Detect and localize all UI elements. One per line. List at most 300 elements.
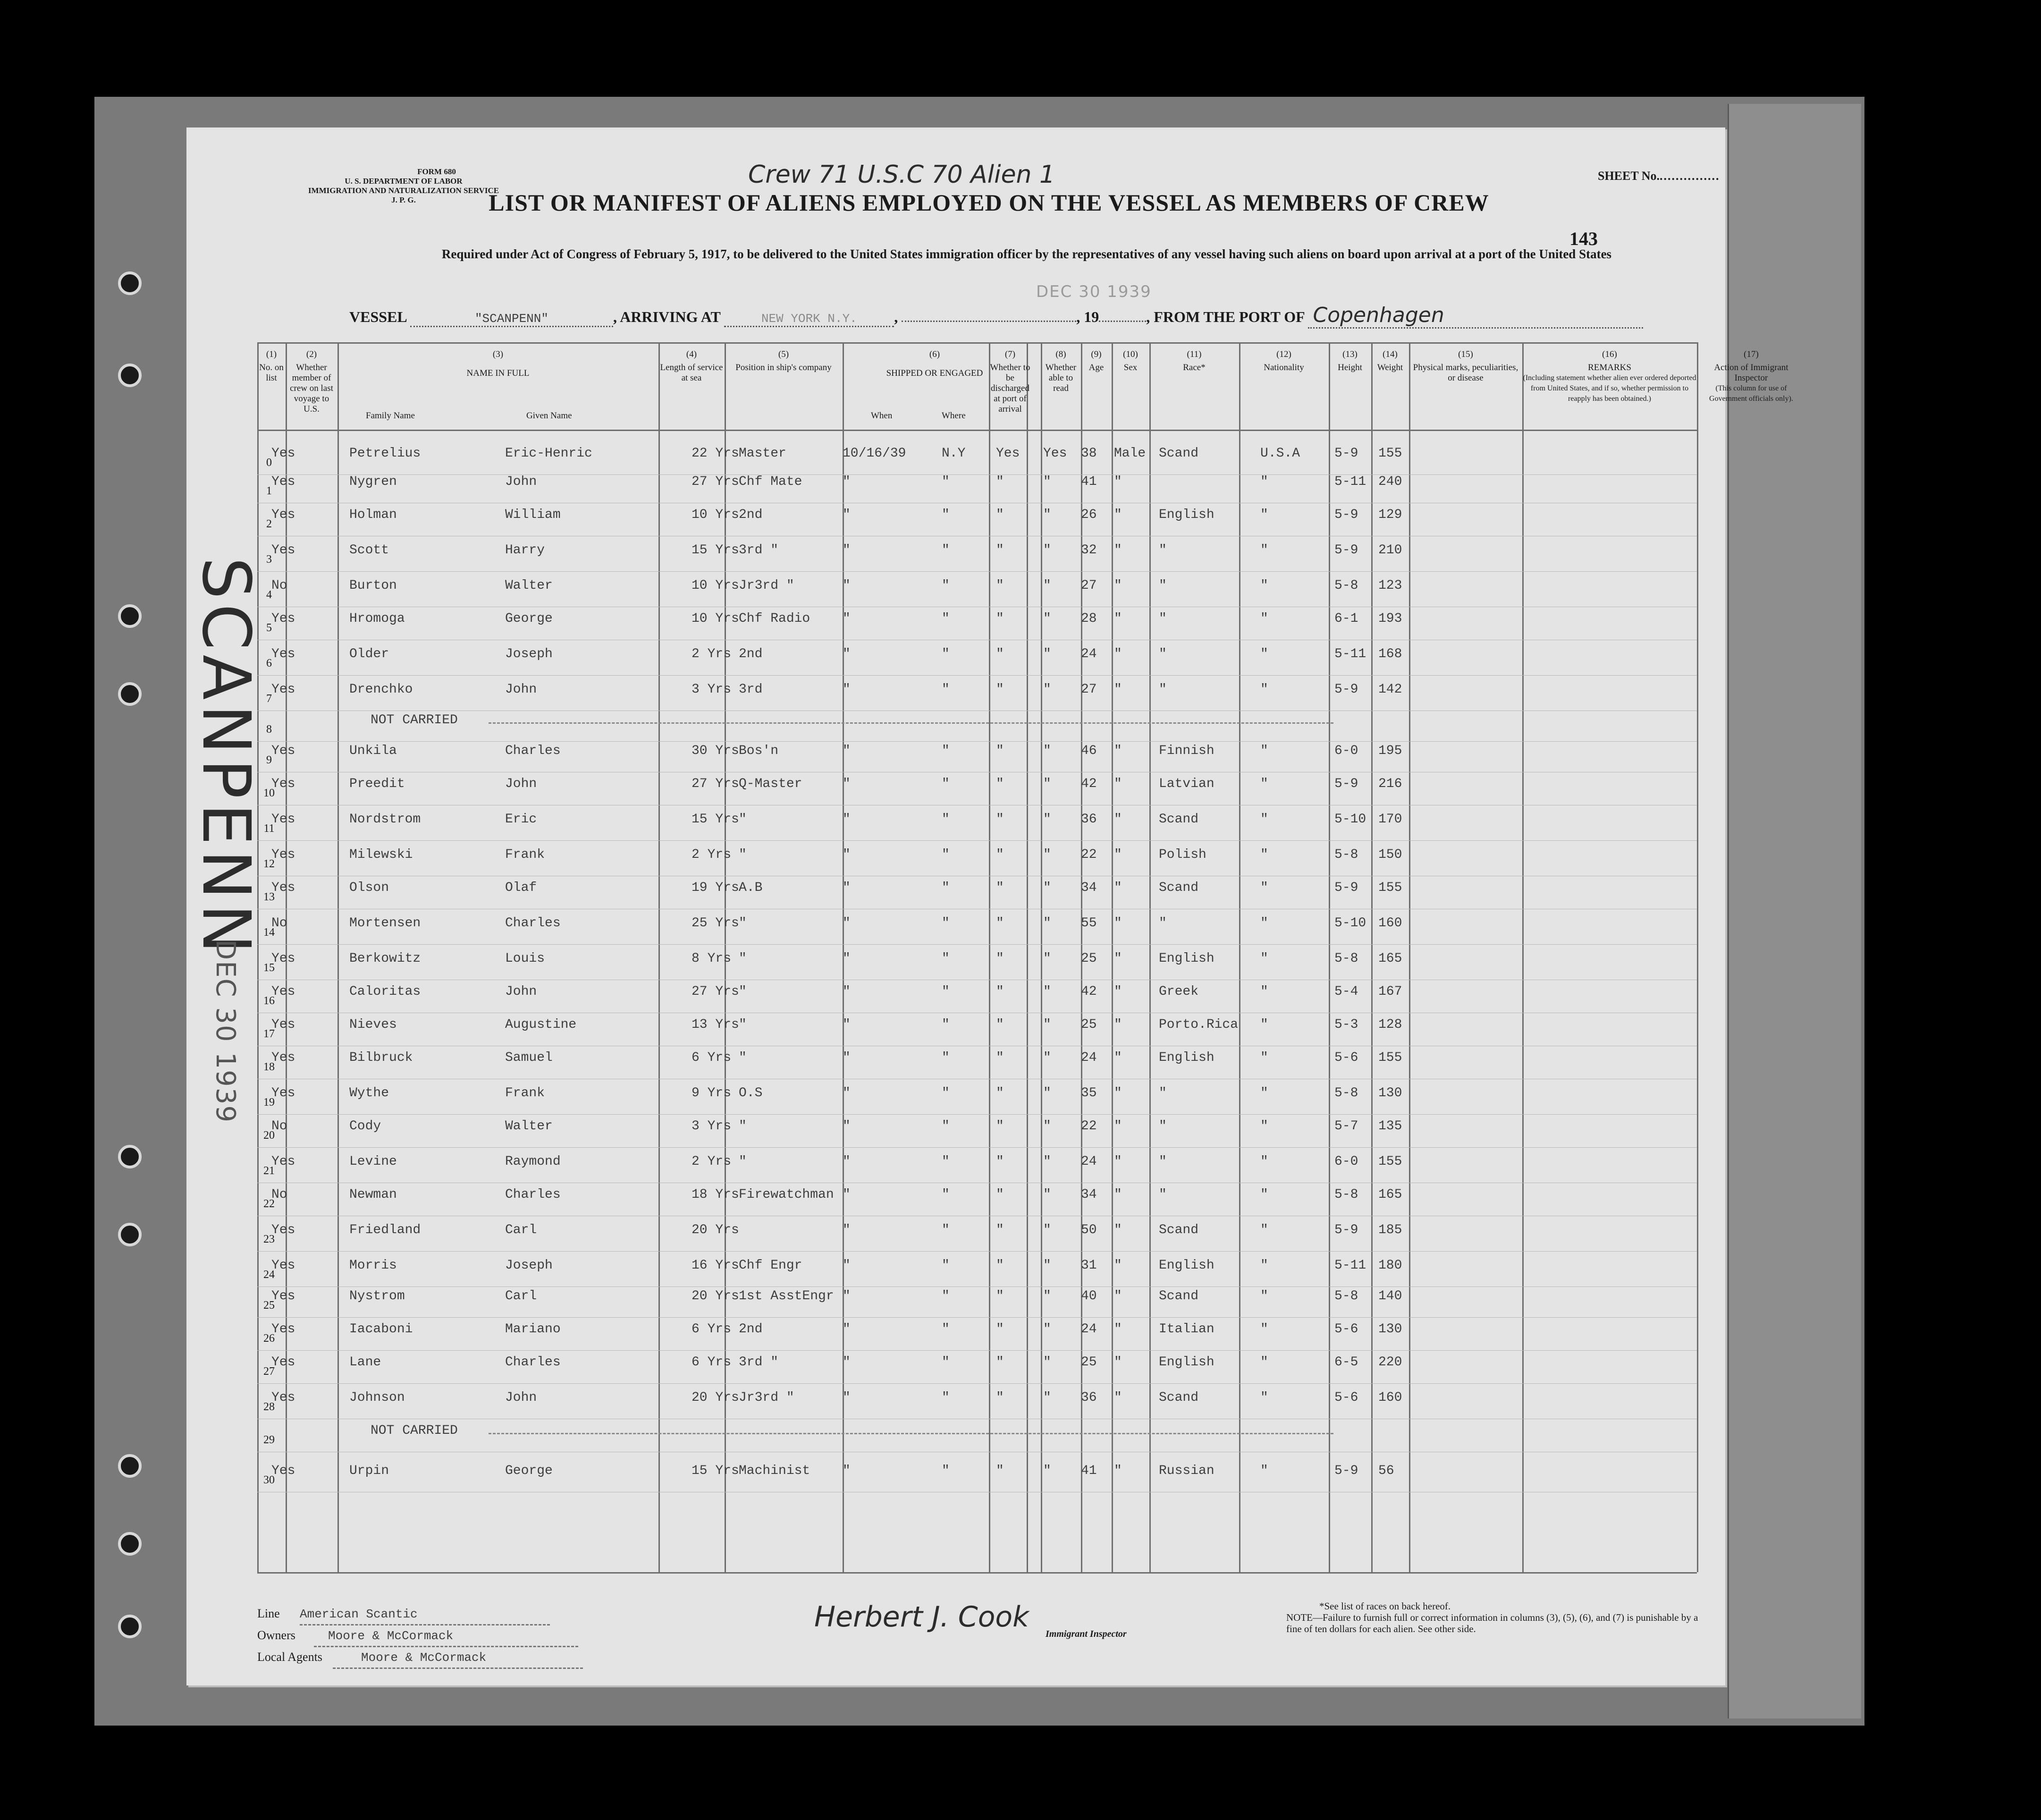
cell-nat: " (1260, 1154, 1268, 1169)
cell-read: " (1043, 1017, 1051, 1032)
row-number: 18 (263, 1061, 275, 1073)
form-notes (1286, 1600, 1711, 1634)
cell-sex: " (1114, 1289, 1122, 1304)
cell-age: 31 (1081, 1258, 1097, 1273)
row-rule (257, 1383, 1697, 1384)
cell-age: 27 (1081, 682, 1097, 697)
vessel-line: VESSEL "SCANPENN" , ARRIVING AT NEW YORK N.Y. , , 19 , FROM THE PORT OF Copenhagen (349, 303, 1765, 329)
cell-position: O.S (739, 1086, 763, 1100)
cell-sex: " (1114, 916, 1122, 931)
cell-height: 5-9 (1334, 1223, 1358, 1237)
cell-height: 5-9 (1334, 1464, 1358, 1478)
cell-age: 36 (1081, 812, 1097, 827)
row-number: 4 (266, 589, 272, 601)
column-header-3 (337, 349, 658, 379)
cell-age: 28 (1081, 611, 1097, 626)
cell-read: " (1043, 812, 1051, 827)
cell-read: " (1043, 777, 1051, 791)
cell-weight: 155 (1378, 446, 1402, 461)
cell-sex: " (1114, 1223, 1122, 1237)
cell-given: William (505, 508, 561, 522)
cell-age: 35 (1081, 1086, 1097, 1100)
cell-service: 18 Yrs (692, 1187, 739, 1202)
cell-age: 40 (1081, 1289, 1097, 1304)
cell-age: 41 (1081, 1464, 1097, 1478)
cell-age: 34 (1081, 880, 1097, 895)
row-rule (257, 1350, 1697, 1351)
cell-when: " (843, 880, 851, 895)
cell-weight: 170 (1378, 812, 1402, 827)
column-header-4 (658, 349, 725, 383)
cell-prev: Yes (271, 508, 295, 522)
binder-hole (118, 1454, 142, 1478)
subheader-where: Where (942, 411, 966, 421)
agents-value: Moore & McCormack (333, 1648, 583, 1669)
cell-position: " (739, 984, 747, 999)
cell-position: 2nd (739, 1322, 763, 1337)
row-number: 23 (263, 1233, 275, 1245)
cell-where: " (942, 578, 950, 593)
column-header-2 (286, 349, 337, 415)
cell-service: 15 Yrs (692, 812, 739, 827)
cell-where: " (942, 1464, 950, 1478)
cell-disch: " (996, 1289, 1004, 1304)
cell-sex: " (1114, 682, 1122, 697)
cell-family: Nygren (349, 474, 397, 489)
form-subtitle: Required under Act of Congress of February 5, 1917, to be delivered to the United States immigration officer by the representatives of any vessel having such aliens on board upon arrival at a port of the United States (441, 247, 1612, 261)
cell-given: John (505, 682, 537, 697)
cell-disch: " (996, 682, 1004, 697)
from-port-value: Copenhagen (1308, 303, 1643, 329)
cell-given: George (505, 611, 553, 626)
cell-sex: " (1114, 1086, 1122, 1100)
cell-disch: " (996, 1119, 1004, 1134)
binder-hole (118, 364, 142, 387)
row-number: 24 (263, 1269, 275, 1281)
cell-race: Scand (1159, 880, 1199, 895)
row-rule (257, 1114, 1697, 1115)
cell-weight: 180 (1378, 1258, 1402, 1273)
cell-race: English (1159, 1050, 1214, 1065)
cell-age: 42 (1081, 777, 1097, 791)
cell-weight: 216 (1378, 777, 1402, 791)
table-column-rule (1112, 342, 1113, 1572)
agents-label: Local Agents (257, 1650, 322, 1664)
cell-prev: Yes (271, 1322, 295, 1337)
table-column-rule (658, 342, 660, 1572)
cell-given: John (505, 474, 537, 489)
cell-sex: " (1114, 847, 1122, 862)
cell-position: A.B (739, 880, 763, 895)
cell-weight: 185 (1378, 1223, 1402, 1237)
cell-disch: " (996, 1187, 1004, 1202)
cell-nat: " (1260, 1119, 1268, 1134)
table-column-rule (1522, 342, 1524, 1572)
row-rule (257, 741, 1697, 742)
column-label: REMARKS (1588, 363, 1631, 372)
table-column-rule (1239, 342, 1240, 1572)
cell-weight: 193 (1378, 611, 1402, 626)
cell-when: " (843, 1355, 851, 1370)
cell-position: Master (739, 446, 786, 461)
cell-race: " (1159, 1187, 1167, 1202)
cell-family: Morris (349, 1258, 397, 1273)
cell-where: " (942, 812, 950, 827)
cell-height: 5-3 (1334, 1017, 1358, 1032)
cell-position: Bos'n (739, 744, 779, 758)
row-number: 15 (263, 962, 275, 974)
cell-prev: Yes (271, 1390, 295, 1405)
cell-position: 3rd (739, 682, 763, 697)
cell-read: " (1043, 508, 1051, 522)
remarks-note: (Including statement whether alien ever ordered deported from United States, and if so, whether permission to reapply has been obtained.) (1523, 374, 1696, 403)
cell-service: 8 Yrs (692, 951, 732, 966)
cell-weight: 130 (1378, 1086, 1402, 1100)
cell-nat: " (1260, 1017, 1268, 1032)
cell-race: " (1159, 647, 1167, 661)
row-rule (257, 840, 1697, 841)
column-header-5 (725, 349, 843, 373)
cell-height: 5-9 (1334, 880, 1358, 895)
cell-weight: 130 (1378, 1322, 1402, 1337)
cell-family: Johnson (349, 1390, 405, 1405)
cell-given: Walter (505, 578, 553, 593)
cell-where: " (942, 744, 950, 758)
inspector-signature: Herbert J. Cook (814, 1600, 1029, 1634)
column-header-8 (1041, 349, 1081, 394)
cell-sex: " (1114, 1322, 1122, 1337)
cell-position: " (739, 847, 747, 862)
cell-service: 16 Yrs (692, 1258, 739, 1273)
column-header-13 (1329, 349, 1371, 373)
cell-read: " (1043, 916, 1051, 931)
form-number: FORM 680 (417, 167, 456, 176)
action-note: (This column for use of Government officials only). (1709, 384, 1793, 403)
vessel-label: VESSEL (349, 308, 406, 325)
cell-family: Preedit (349, 777, 405, 791)
cell-read: " (1043, 1050, 1051, 1065)
column-header-10 (1112, 349, 1149, 373)
cell-read: " (1043, 847, 1051, 862)
column-number: (17) (1744, 349, 1759, 359)
cell-sex: " (1114, 777, 1122, 791)
cell-position: 2nd (739, 647, 763, 661)
row-number: 13 (263, 891, 275, 903)
cell-service: 2 Yrs (692, 1154, 732, 1169)
cell-family: Burton (349, 578, 397, 593)
table-bottom-rule (257, 1572, 1697, 1574)
cell-prev: Yes (271, 543, 295, 558)
table-column-rule (1149, 342, 1151, 1572)
row-number: 17 (263, 1028, 275, 1040)
row-number: 27 (263, 1365, 275, 1378)
cell-when: " (843, 682, 851, 697)
cell-disch: " (996, 1017, 1004, 1032)
column-number: (5) (778, 349, 789, 359)
column-label: Sex (1123, 363, 1138, 372)
cell-family: Nieves (349, 1017, 397, 1032)
cell-read: " (1043, 1154, 1051, 1169)
cell-disch: " (996, 1050, 1004, 1065)
cell-nat: " (1260, 812, 1268, 827)
column-label: SHIPPED OR ENGAGED (886, 368, 983, 378)
binder-hole (118, 271, 142, 295)
cell-where: " (942, 1050, 950, 1065)
binder-hole (118, 1223, 142, 1246)
owners-value: Moore & McCormack (314, 1626, 578, 1647)
cell-height: 6-5 (1334, 1355, 1358, 1370)
cell-nat: " (1260, 1464, 1268, 1478)
cell-height: 5-11 (1334, 474, 1366, 489)
cell-race: Greek (1159, 984, 1199, 999)
cell-race: Polish (1159, 847, 1206, 862)
cell-disch: Yes (996, 446, 1020, 461)
row-number: 26 (263, 1332, 275, 1345)
cell-weight: 155 (1378, 1154, 1402, 1169)
cell-service: 6 Yrs (692, 1050, 732, 1065)
cell-where: " (942, 682, 950, 697)
cell-given: Joseph (505, 1258, 553, 1273)
cell-race: Scand (1159, 1390, 1199, 1405)
cell-service: 2 Yrs (692, 847, 732, 862)
cell-nat: " (1260, 1390, 1268, 1405)
cell-prev: No (271, 1187, 287, 1202)
cell-where: " (942, 1017, 950, 1032)
row-rule (257, 1317, 1697, 1318)
department-name: U. S. DEPARTMENT OF LABOR (345, 177, 463, 186)
cell-nat: " (1260, 508, 1268, 522)
cell-sex: " (1114, 1464, 1122, 1478)
cell-service: 6 Yrs (692, 1322, 732, 1337)
cell-read: " (1043, 984, 1051, 999)
cell-when: " (843, 777, 851, 791)
cell-height: 5-10 (1334, 916, 1366, 931)
cell-when: " (843, 1154, 851, 1169)
cell-position: " (739, 1154, 747, 1169)
cell-disch: " (996, 647, 1004, 661)
cell-read: " (1043, 682, 1051, 697)
cell-sex: " (1114, 744, 1122, 758)
cell-family: Milewski (349, 847, 413, 862)
cell-age: 38 (1081, 446, 1097, 461)
cell-when: " (843, 1050, 851, 1065)
cell-where: " (942, 984, 950, 999)
row-rule (257, 944, 1697, 945)
row-number: 2 (266, 518, 272, 530)
cell-nat: " (1260, 1187, 1268, 1202)
cell-age: 25 (1081, 951, 1097, 966)
cell-position: " (739, 951, 747, 966)
cell-given: Carl (505, 1223, 537, 1237)
column-header-16 (1522, 349, 1697, 404)
cell-service: 3 Yrs (692, 1119, 732, 1134)
cell-family: Drenchko (349, 682, 413, 697)
cell-weight: 129 (1378, 508, 1402, 522)
cell-when: " (843, 1223, 851, 1237)
cell-when: " (843, 1390, 851, 1405)
cell-given: Samuel (505, 1050, 553, 1065)
cell-age: 32 (1081, 543, 1097, 558)
cell-race: " (1159, 1154, 1167, 1169)
cell-family: Lane (349, 1355, 381, 1370)
cell-when: " (843, 1086, 851, 1100)
row-number: 21 (263, 1165, 275, 1177)
cell-when: " (843, 984, 851, 999)
cell-weight: 140 (1378, 1289, 1402, 1304)
cell-where: " (942, 1187, 950, 1202)
cell-weight: 220 (1378, 1355, 1402, 1370)
cell-height: 5-8 (1334, 1086, 1358, 1100)
cell-age: 27 (1081, 578, 1097, 593)
owners-label: Owners (257, 1628, 295, 1642)
cell-when: " (843, 1187, 851, 1202)
cell-nat: " (1260, 951, 1268, 966)
cell-service: 3 Yrs (692, 682, 732, 697)
cell-age: 24 (1081, 1154, 1097, 1169)
cell-family: Nordstrom (349, 812, 421, 827)
cell-age: 41 (1081, 474, 1097, 489)
cell-service: 2 Yrs (692, 647, 732, 661)
cell-where: " (942, 880, 950, 895)
cell-disch: " (996, 543, 1004, 558)
cell-prev: Yes (271, 474, 295, 489)
cell-position: Chf Radio (739, 611, 810, 626)
cell-read: " (1043, 611, 1051, 626)
table-column-rule (1697, 342, 1698, 1572)
cell-nat: " (1260, 916, 1268, 931)
cell-age: 24 (1081, 1050, 1097, 1065)
cell-when: " (843, 647, 851, 661)
cell-service: 27 Yrs (692, 777, 739, 791)
cell-service: 27 Yrs (692, 474, 739, 489)
cell-service: 19 Yrs (692, 880, 739, 895)
cell-read: " (1043, 1187, 1051, 1202)
cell-nat: " (1260, 744, 1268, 758)
cell-age: 24 (1081, 1322, 1097, 1337)
cell-race: " (1159, 682, 1167, 697)
cell-read: " (1043, 1258, 1051, 1273)
cell-nat: " (1260, 847, 1268, 862)
cell-height: 5-9 (1334, 543, 1358, 558)
cell-disch: " (996, 880, 1004, 895)
cell-prev: Yes (271, 647, 295, 661)
cell-disch: " (996, 916, 1004, 931)
cell-service: 25 Yrs (692, 916, 739, 931)
cell-read: Yes (1043, 446, 1067, 461)
cell-race: Scand (1159, 446, 1199, 461)
column-label: Race* (1183, 363, 1206, 372)
subheader-family: Family Name (366, 411, 415, 421)
cell-height: 5-8 (1334, 951, 1358, 966)
line-row (257, 1604, 583, 1625)
cell-height: 5-8 (1334, 847, 1358, 862)
date-stamp: DEC 30 1939 (1036, 282, 1152, 301)
cell-service: 27 Yrs (692, 984, 739, 999)
cell-nat: " (1260, 647, 1268, 661)
cell-given: Charles (505, 1187, 561, 1202)
cell-height: 5-6 (1334, 1390, 1358, 1405)
cell-disch: " (996, 984, 1004, 999)
cell-given: Eric-Henric (505, 446, 592, 461)
cell-where: " (942, 1322, 950, 1337)
cell-sex: " (1114, 1187, 1122, 1202)
cell-sex: " (1114, 1050, 1122, 1065)
cell-prev: Yes (271, 1258, 295, 1273)
cell-race: English (1159, 1355, 1214, 1370)
column-header-15 (1409, 349, 1522, 383)
column-header-1 (257, 349, 286, 383)
table-column-rule (337, 342, 339, 1572)
cell-race: Italian (1159, 1322, 1214, 1337)
cell-read: " (1043, 1086, 1051, 1100)
races-note: *See list of races on back hereof. (1319, 1600, 1451, 1612)
row-number: 1 (266, 485, 272, 497)
row-rule (257, 675, 1697, 676)
column-number: (13) (1342, 349, 1358, 359)
cell-age: 22 (1081, 1119, 1097, 1134)
cell-given: Harry (505, 543, 545, 558)
cell-sex: " (1114, 812, 1122, 827)
cell-read: " (1043, 1390, 1051, 1405)
cell-nat: " (1260, 1050, 1268, 1065)
column-number: (10) (1123, 349, 1138, 359)
column-number: (11) (1187, 349, 1202, 359)
cell-service: 13 Yrs (692, 1017, 739, 1032)
cell-nat: " (1260, 682, 1268, 697)
cell-where: " (942, 647, 950, 661)
cell-disch: " (996, 847, 1004, 862)
year-label: 19 (1084, 308, 1099, 325)
row-number: 19 (263, 1096, 275, 1109)
column-number: (14) (1383, 349, 1398, 359)
cell-when: " (843, 543, 851, 558)
cell-read: " (1043, 474, 1051, 489)
cell-given: Eric (505, 812, 537, 827)
cell-race: Scand (1159, 1289, 1199, 1304)
cell-read: " (1043, 880, 1051, 895)
cell-service: 15 Yrs (692, 1464, 739, 1478)
cell-prev: No (271, 578, 287, 593)
cell-weight: 150 (1378, 847, 1402, 862)
cell-race: " (1159, 611, 1167, 626)
cell-sex: " (1114, 1017, 1122, 1032)
cell-disch: " (996, 1086, 1004, 1100)
cell-when: " (843, 916, 851, 931)
line-value: American Scantic (300, 1604, 550, 1625)
cell-read: " (1043, 1119, 1051, 1134)
cell-height: 6-0 (1334, 1154, 1358, 1169)
cell-position: Chf Mate (739, 474, 802, 489)
cell-race: Scand (1159, 1223, 1199, 1237)
cell-disch: " (996, 1154, 1004, 1169)
cell-weight: 210 (1378, 543, 1402, 558)
cell-height: 5-9 (1334, 446, 1358, 461)
cell-sex: " (1114, 880, 1122, 895)
row-number: 0 (266, 457, 272, 469)
cell-family: Hromoga (349, 611, 405, 626)
cell-prev: Yes (271, 847, 295, 862)
cell-family: Older (349, 647, 389, 661)
cell-disch: " (996, 777, 1004, 791)
column-number: (4) (686, 349, 697, 359)
row-number: 7 (266, 693, 272, 705)
cell-when: " (843, 1119, 851, 1134)
column-label: NAME IN FULL (466, 368, 530, 378)
cell-race: Latvian (1159, 777, 1214, 791)
cell-nat: " (1260, 1355, 1268, 1370)
not-carried-entry: NOT CARRIED (371, 713, 458, 728)
cell-disch: " (996, 1355, 1004, 1370)
